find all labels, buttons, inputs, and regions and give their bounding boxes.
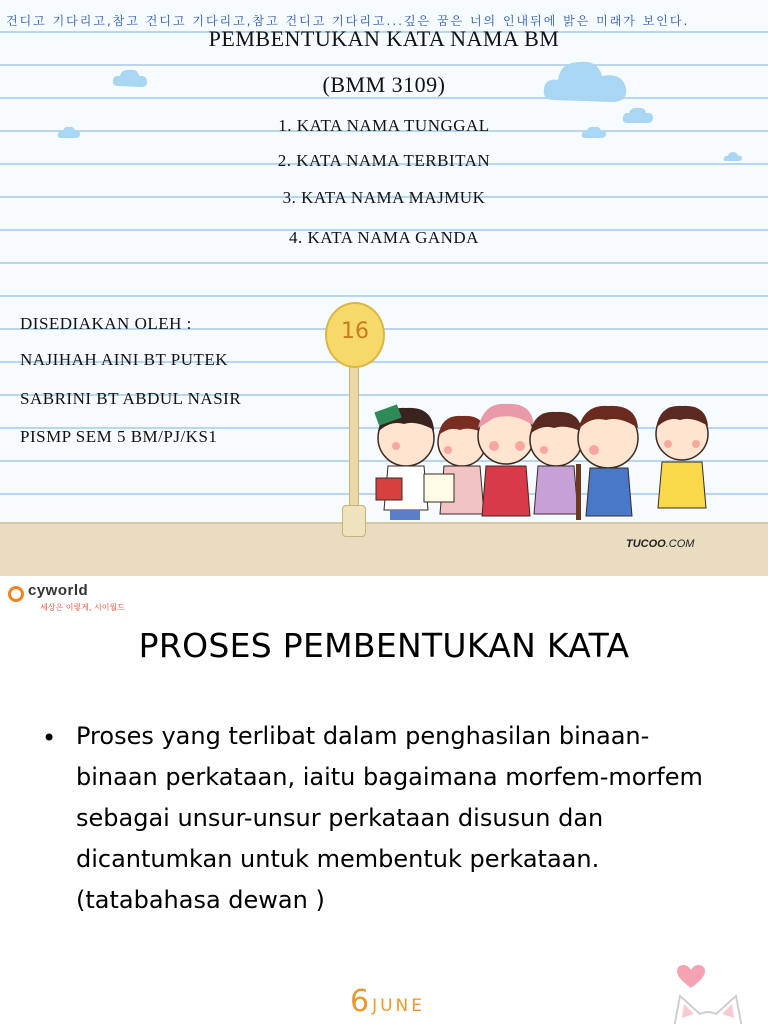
bus-stop-number: 16 bbox=[341, 319, 369, 344]
course-code: (BMM 3109) bbox=[322, 72, 446, 97]
slide-title: PEMBENTUKAN KATA NAMA BM bbox=[208, 26, 560, 51]
credit-line: NAJIHAH AINI BT PUTEK bbox=[20, 350, 229, 369]
topic-item: 1. KATA NAMA TUNGGAL bbox=[278, 116, 490, 135]
bullet-marker: • bbox=[42, 724, 57, 752]
cat-ears-icon bbox=[668, 988, 748, 1024]
june-number: 6 bbox=[350, 984, 370, 1019]
cyworld-ring-icon bbox=[8, 586, 24, 602]
bullet-text: Proses yang terlibat dalam penghasilan binaan-binaan perkataan, iaitu bagaimana morfem-morfem sebagai unsur-unsur perkataan disusun dan dicantumkan untuk membentuk perkataan. (tatabahasa dewan ) bbox=[76, 722, 703, 914]
june-word: JUNE bbox=[372, 996, 426, 1016]
topic-item: 2. KATA NAMA TERBITAN bbox=[277, 151, 491, 170]
korean-text-strip: 건디고 기다리고,참고 건디고 기다리고,참고 건디고 기다리고...깊은 꿈은 너의 인내뒤에 밝은 미래가 보인다. bbox=[6, 14, 690, 28]
topic-item: 4. KATA NAMA GANDA bbox=[289, 228, 479, 247]
credit-line: PISMP SEM 5 BM/PJ/KS1 bbox=[20, 427, 218, 446]
bus-stop-sign bbox=[325, 302, 385, 368]
watermark-domain: .COM bbox=[665, 538, 695, 550]
slide-heading: PROSES PEMBENTUKAN KATA bbox=[138, 626, 630, 665]
june-decoration bbox=[350, 984, 425, 1019]
cartoon-children-illustration bbox=[344, 390, 744, 540]
tucoo-watermark bbox=[626, 538, 694, 550]
topic-item: 3. KATA NAMA MAJMUK bbox=[282, 188, 486, 207]
content-slide bbox=[0, 576, 768, 1024]
heart-icon bbox=[676, 964, 706, 990]
cyworld-logo-text: cyworld bbox=[28, 582, 89, 599]
credit-line: DISEDIAKAN OLEH : bbox=[20, 314, 192, 333]
cyworld-tagline: 세상은 이렇게, 시이월드 bbox=[40, 603, 125, 612]
watermark-brand: TUCOO bbox=[626, 538, 666, 550]
credit-line: SABRINI BT ABDUL NASIR bbox=[20, 389, 242, 408]
